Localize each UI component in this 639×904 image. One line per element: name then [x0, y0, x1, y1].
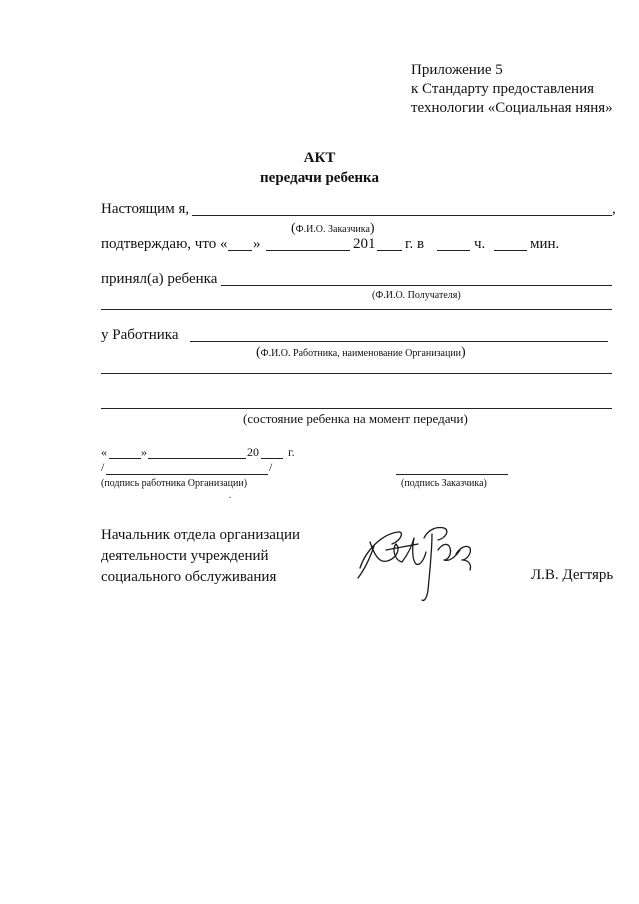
appendix-line-1: Приложение 5	[411, 62, 503, 78]
client-signature-line	[396, 474, 508, 475]
row5-caption: (состояние ребенка на момент передачи)	[243, 411, 468, 426]
row3-label: принял(а) ребенка	[101, 271, 218, 287]
document-subtitle: передачи ребенка	[260, 170, 379, 186]
minutes-line	[494, 250, 527, 251]
row4-label: у Работника	[101, 327, 179, 343]
worker-signature-caption: (подпись работника Организации)	[101, 478, 248, 489]
handwritten-signature	[352, 520, 482, 605]
document-title: АКТ	[303, 150, 336, 166]
footer-line-2: деятельности учреждений	[101, 548, 269, 564]
row2-label: подтверждаю, что «	[101, 236, 228, 252]
recipient-extra-line	[101, 309, 612, 310]
row2-year-suffix: г. в	[405, 236, 425, 252]
footer-line-3: социального обслуживания	[101, 569, 277, 585]
client-name-line	[192, 215, 612, 216]
row3-caption: (Ф.И.О. Получателя)	[372, 290, 461, 301]
row1-label: Настоящим я,	[101, 201, 190, 217]
child-state-line	[101, 408, 612, 409]
row4-caption: (Ф.И.О. Работника, наименование Организации)	[256, 345, 466, 360]
scan-speck	[229, 497, 231, 498]
date-day-line	[109, 458, 141, 459]
row2-quote-close: »	[253, 236, 261, 252]
row2-year: 201	[353, 236, 376, 252]
appendix-line-3: технологии «Социальная няня»	[411, 100, 613, 116]
appendix-block	[411, 61, 613, 118]
appendix-line-2: к Стандарту предоставления	[411, 81, 594, 97]
date-open-quote: «	[101, 445, 107, 459]
worker-sig-slash-right: /	[269, 460, 273, 474]
worker-extra-line	[101, 373, 612, 374]
date-year-suffix: г.	[288, 445, 295, 459]
row1-caption-text: Ф.И.О. Заказчика	[295, 224, 370, 235]
worker-sig-slash-left: /	[101, 460, 105, 474]
row2-minutes: мин.	[530, 236, 560, 252]
row2-hours: ч.	[474, 236, 486, 252]
row4-caption-text: Ф.И.О. Работника, наименование Организации	[260, 348, 462, 359]
worker-name-line	[190, 341, 608, 342]
date-close-quote: »	[141, 445, 147, 459]
footer-position	[101, 525, 300, 588]
row1-comma: ,	[612, 201, 616, 217]
date-year: 20	[247, 445, 259, 459]
date-month-line	[148, 458, 246, 459]
footer-line-1: Начальник отдела организации	[101, 527, 301, 543]
worker-signature-line	[106, 474, 268, 475]
client-signature-caption: (подпись Заказчика)	[401, 478, 487, 489]
date-year-line	[261, 458, 283, 459]
day-line	[228, 250, 252, 251]
month-line	[266, 250, 350, 251]
hours-line	[437, 250, 470, 251]
row1-caption: (Ф.И.О. Заказчика)	[291, 221, 375, 236]
recipient-name-line	[221, 285, 612, 286]
signer-name: Л.В. Дегтярь	[531, 567, 614, 583]
year-line	[377, 250, 402, 251]
